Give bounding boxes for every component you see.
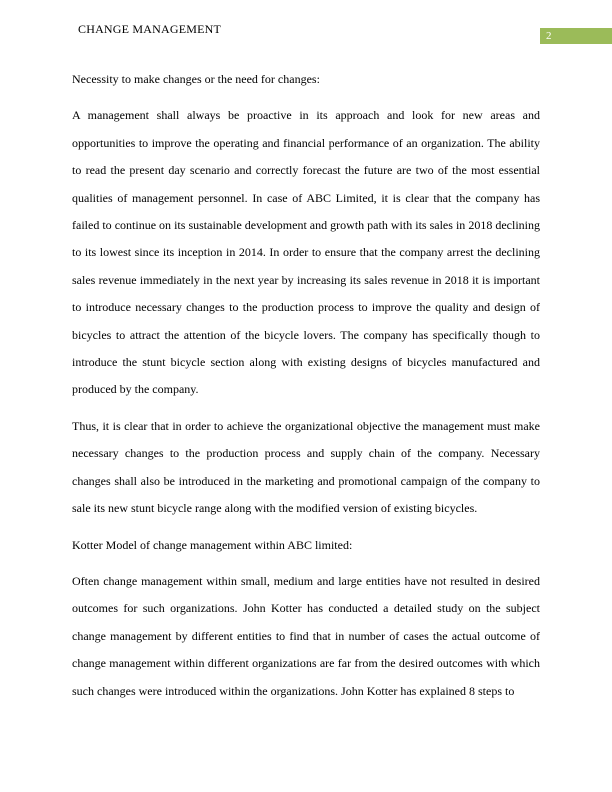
paragraph: A management shall always be proactive in its approach and look for new areas and opportunities to improve the operating and financial performance of an organization. The ability to read the present day scenario and correctly forecast the future are two of the most essential qualities of management personnel. In case of ABC Limited, it is clear that the company has failed to continue on its sustainable development and growth path with its sales in 2018 declining to its lowest since its inception in 2014. In order to ensure that the company arrest the declining sales revenue immediately in the next year by increasing its sales revenue in 2018 it is important to introduce necessary changes to the production process to improve the quality and design of bicycles to attract the attention of the bicycle lovers. The company has specifically though to introduce the stunt bicycle section along with existing designs of bicycles manufactured and produced by the company. <box>72 108 540 397</box>
section-heading-kotter-model: Kotter Model of change management within ABC limited: <box>72 537 353 552</box>
page-number: 2 <box>546 30 552 42</box>
document-body <box>72 66 540 705</box>
paragraph: Often change management within small, medium and large entities have not resulted in desired outcomes for such organizations. John Kotter has conducted a detailed study on the subject change management by different entities to find that in number of cases the actual outcome of change management within different organizations are far from the desired outcomes with which such changes were introduced within the organizations. John Kotter has explained 8 steps to <box>72 573 540 698</box>
paragraph: Thus, it is clear that in order to achieve the organizational objective the management must make necessary changes to the production process and supply chain of the company. Necessary changes shall also be introduced in the marketing and promotional campaign of the company to sale its new stunt bicycle range along with the modified version of existing bicycles. <box>72 418 540 516</box>
running-head: CHANGE MANAGEMENT <box>78 22 222 36</box>
page-number-badge <box>540 28 612 44</box>
section-heading-need-for-change: Necessity to make changes or the need for changes: <box>72 72 320 86</box>
